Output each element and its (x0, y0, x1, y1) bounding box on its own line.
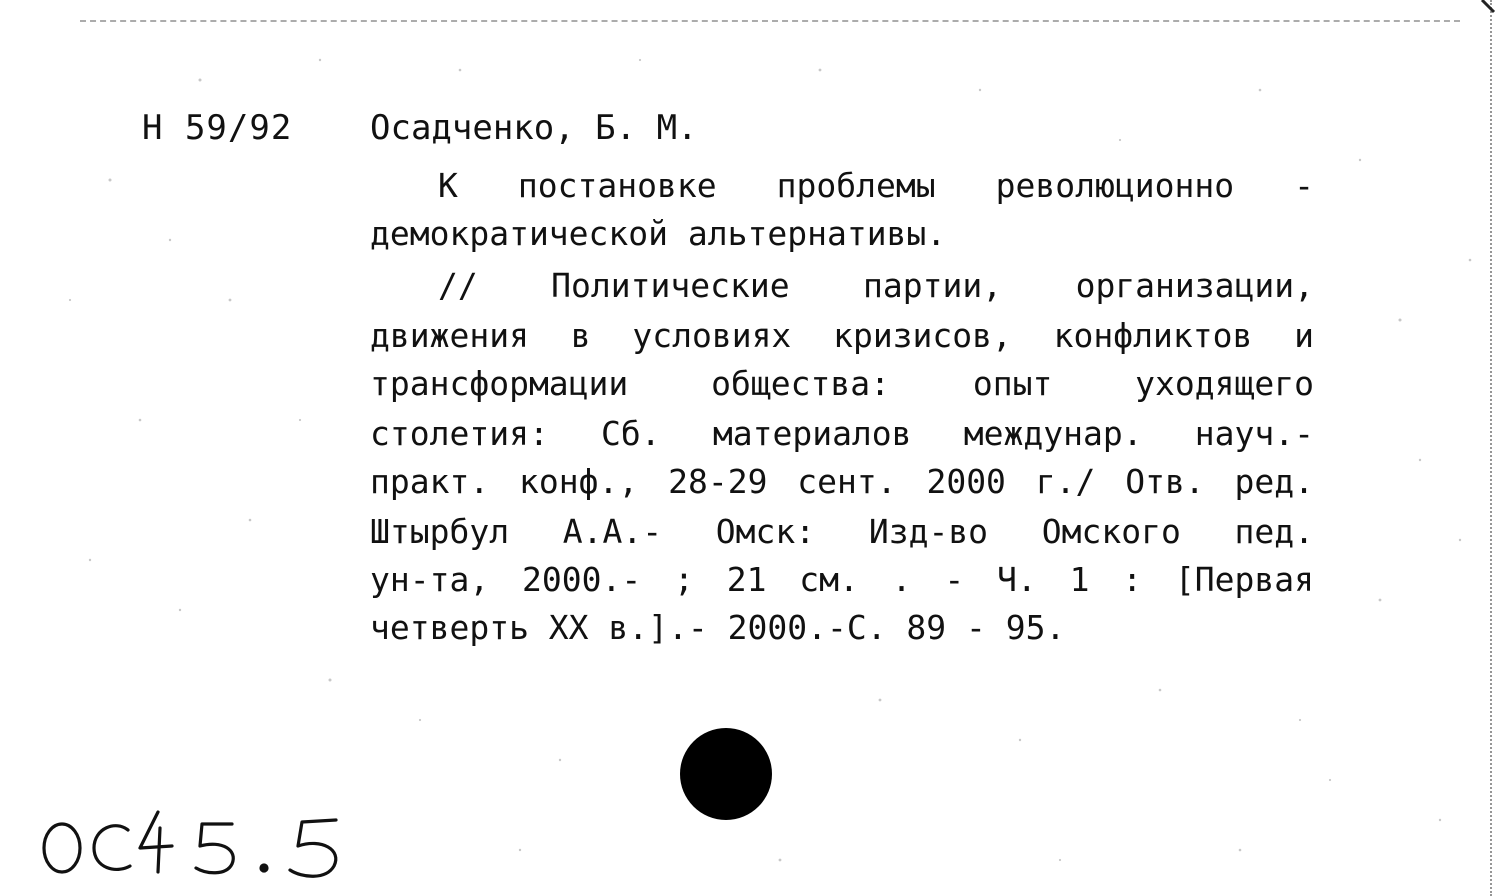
title-line-2: демократической альтернативы. (370, 214, 947, 253)
source-line-7: ун-та, 2000.- ; 21 см. . - Ч. 1 : [Первая (370, 560, 1314, 599)
handwritten-class-code (36, 790, 376, 890)
author-heading: Осадченко, Б. М. (370, 108, 698, 148)
card-top-edge (80, 20, 1460, 22)
corner-mark (1456, 0, 1496, 40)
source-line-8: четверть XX в.].- 2000.-С. 89 - 95. (370, 608, 1066, 647)
source-line-4: столетия: Сб. материалов междунар. науч.- (370, 414, 1314, 453)
title-line-1: К постановке проблемы революционно - (438, 166, 1314, 205)
shelf-mark: Н 59/92 (142, 108, 293, 148)
source-line-5: практ. конф., 28-29 сент. 2000 г./ Отв. ред. (370, 462, 1314, 501)
source-line-6: Штырбул А.А.- Омск: Изд-во Омского пед. (370, 512, 1314, 551)
card-right-edge (1490, 0, 1492, 896)
source-line-2: движения в условиях кризисов, конфликтов и (370, 316, 1314, 355)
source-line-1: // Политические партии, организации, (438, 266, 1314, 305)
punch-hole-dot (680, 728, 772, 820)
source-line-3: трансформации общества: опыт уходящего (370, 364, 1314, 403)
